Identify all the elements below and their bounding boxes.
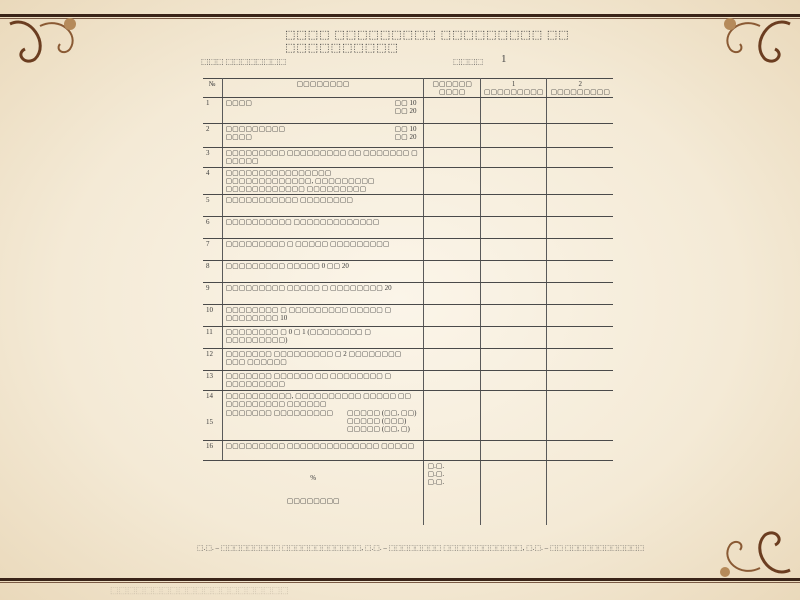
cell-half2 [547, 371, 613, 391]
row-num: 13 [203, 371, 222, 391]
row-criterion: ▢▢▢▢▢▢▢▢▢▢▢ ▢▢▢▢▢▢▢▢ [222, 195, 424, 217]
table-row [203, 305, 613, 327]
row-criterion-left: ▢▢▢▢ [225, 99, 253, 107]
table-row [203, 168, 613, 195]
row-criterion: ▢▢▢▢▢▢▢▢ ▢ 0 ▢ 1 (▢▢▢▢▢▢▢▢ ▢ ▢▢▢▢▢▢▢▢▢) [222, 327, 424, 349]
row-num: 10 [203, 305, 222, 327]
table-row [203, 441, 613, 461]
row-criterion-left2: ▢▢▢▢ [225, 133, 253, 141]
class-value: 1 [501, 53, 507, 65]
table-row [203, 283, 613, 305]
row-criterion-right: ▢▢ 10 [394, 125, 417, 133]
achievement-table [203, 78, 613, 525]
cell-half1 [480, 371, 547, 391]
row-criterion: ▢▢▢▢▢▢▢ ▢▢▢▢▢▢▢▢▢ ▢ 2 ▢▢▢▢▢▢▢▢ ▢▢▢ ▢▢▢▢▢▢ [222, 349, 424, 371]
row-criterion-14: ▢▢▢▢▢▢▢▢▢▢, ▢▢▢▢▢▢▢▢▢▢ ▢▢▢▢▢ ▢▢ ▢▢▢▢▢▢▢▢▢ ▢▢▢▢▢▢ [225, 392, 412, 408]
unit-line: ▢▢▢▢▢ (▢▢, ▢) [347, 425, 410, 433]
row-criterion: ▢▢▢▢▢▢▢ ▢▢▢▢▢▢ ▢▢ ▢▢▢▢▢▢▢▢ ▢ ▢▢▢▢▢▢▢▢▢ [222, 371, 424, 391]
row-criterion: ▢▢▢▢▢▢▢▢▢▢ ▢▢▢▢▢▢▢▢▢▢▢▢▢ [222, 217, 424, 239]
row-num: 1 [203, 98, 222, 124]
row-criterion: ▢▢▢▢▢▢▢▢▢ ▢ ▢▢▢▢▢ ▢▢▢▢▢▢▢▢▢ [222, 239, 424, 261]
row-criterion-15-left: ▢▢▢▢▢▢▢ ▢▢▢▢▢▢▢▢▢ [225, 409, 334, 417]
cell-start [424, 124, 480, 148]
cell-half1 [480, 327, 547, 349]
cell-half2 [547, 148, 613, 168]
summary-level: ▢.▢. [427, 462, 445, 470]
cell-half2 [547, 327, 613, 349]
row-criterion: ▢▢▢▢▢▢▢▢▢ ▢▢▢▢▢ ▢ ▢▢▢▢▢▢▢▢ 20 [222, 283, 424, 305]
cell-half1 [480, 239, 547, 261]
table-row [203, 391, 613, 441]
cell-start [424, 371, 480, 391]
cell-start [424, 349, 480, 371]
unit-line: ▢▢▢▢▢ (▢▢▢) [347, 417, 407, 425]
row-criterion: ▢▢▢▢▢▢▢▢▢▢▢▢▢▢▢▢ ▢▢▢▢▢▢▢▢▢▢▢▢▢, ▢▢▢▢▢▢▢▢▢ ▢▢▢▢▢▢▢▢▢▢▢▢ ▢▢▢▢▢▢▢▢▢ [222, 168, 424, 195]
header-start: ▢▢▢▢▢▢ ▢▢▢▢ [424, 79, 480, 98]
row-criterion-right2: ▢▢ 20 [394, 133, 417, 141]
row-criterion: ▢▢▢▢▢▢▢▢▢ ▢▢▢▢▢▢▢▢▢ ▢▢ ▢▢▢▢▢▢▢ ▢ ▢▢▢▢▢ [222, 148, 424, 168]
row-num: 2 [203, 124, 222, 148]
cell-half1 [480, 195, 547, 217]
row-criterion: ▢▢▢▢▢▢▢▢▢ ▢▢▢▢▢▢▢▢▢▢▢▢▢▢ ▢▢▢▢▢ [222, 441, 424, 461]
cell-half1 [480, 305, 547, 327]
header-num: № [203, 79, 222, 98]
unit-line: ▢▢▢▢▢ (▢▢, ▢▢) [347, 409, 417, 417]
cell-half1 [480, 441, 547, 461]
cell-half2 [547, 168, 613, 195]
row-num: 9 [203, 283, 222, 305]
achievement-sheet [195, 22, 645, 557]
row-num: 7 [203, 239, 222, 261]
row-criterion-right: ▢▢ 10 [394, 99, 417, 107]
row-num-15: 15 [206, 418, 213, 426]
table-header-row [203, 79, 613, 98]
cell-half2 [547, 391, 613, 441]
table-row [203, 124, 613, 148]
cell-start [424, 283, 480, 305]
summary-label: ▢▢▢▢▢▢▢▢ [286, 497, 340, 505]
cell-half1 [480, 148, 547, 168]
cell-half2 [547, 239, 613, 261]
row-criterion [222, 124, 424, 148]
title-prefix: ⬚⬚⬚⬚ ⬚⬚⬚⬚⬚⬚⬚⬚⬚ ⬚⬚⬚⬚⬚⬚⬚⬚⬚ ⬚⬚ [285, 29, 570, 41]
table-row [203, 98, 613, 124]
cell-start [424, 391, 480, 441]
cell-half1 [480, 461, 547, 525]
cell-half1 [480, 261, 547, 283]
row-criterion: ▢▢▢▢▢▢▢▢▢ ▢▢▢▢▢ 0 ▢▢ 20 [222, 261, 424, 283]
cell-half1 [480, 349, 547, 371]
cell-half2 [547, 98, 613, 124]
title-subject: ⬚⬚⬚⬚⬚⬚⬚⬚⬚⬚ [285, 42, 399, 54]
cell-start [424, 239, 480, 261]
row-num: 3 [203, 148, 222, 168]
row-num: 8 [203, 261, 222, 283]
summary-percent: % [310, 474, 317, 482]
cell-half2 [547, 217, 613, 239]
row-num: 12 [203, 349, 222, 371]
class-label: ⬚⬚⬚⬚ [453, 57, 484, 66]
row-num: 6 [203, 217, 222, 239]
summary-row [203, 461, 613, 525]
table-row [203, 261, 613, 283]
cell-half2 [547, 349, 613, 371]
row-num-14: 14 [206, 392, 213, 400]
row-num: 11 [203, 327, 222, 349]
row-criterion-left: ▢▢▢▢▢▢▢▢▢ [225, 125, 286, 133]
cell-half2 [547, 195, 613, 217]
table-row [203, 148, 613, 168]
summary-cell [203, 461, 424, 525]
cell-half1 [480, 168, 547, 195]
row-num: 16 [203, 441, 222, 461]
summary-level: ▢.▢. [427, 470, 445, 478]
row-num [203, 391, 222, 441]
cell-start [424, 305, 480, 327]
cell-half1 [480, 98, 547, 124]
row-criterion [222, 98, 424, 124]
corner-ornament-icon [0, 4, 120, 94]
table-row [203, 327, 613, 349]
corner-ornament-icon [680, 4, 800, 94]
header-half2: 2 ▢▢▢▢▢▢▢▢▢ [547, 79, 613, 98]
cell-half1 [480, 217, 547, 239]
legend-text: ⬚.⬚. – ⬚⬚⬚⬚⬚⬚⬚⬚⬚ ⬚⬚⬚⬚⬚⬚⬚⬚⬚⬚⬚⬚, ⬚.⬚. – ⬚⬚⬚⬚⬚⬚⬚⬚ ⬚⬚⬚⬚⬚⬚⬚⬚⬚⬚⬚⬚, ⬚.⬚. – ⬚⬚ ⬚⬚⬚⬚⬚⬚⬚⬚⬚⬚⬚⬚ [197, 544, 645, 552]
cell-start [424, 98, 480, 124]
corner-ornament-icon [680, 500, 800, 590]
summary-levels [424, 461, 480, 525]
cell-start [424, 195, 480, 217]
page-title [285, 28, 615, 54]
cell-start [424, 441, 480, 461]
row-criterion [222, 391, 424, 441]
cell-half2 [547, 261, 613, 283]
cell-half1 [480, 124, 547, 148]
row-criterion-right2: ▢▢ 20 [394, 107, 417, 115]
table-row [203, 371, 613, 391]
cell-half2 [547, 441, 613, 461]
cell-start [424, 168, 480, 195]
row-criterion-15-units [347, 409, 416, 433]
cell-start [424, 261, 480, 283]
table-row [203, 217, 613, 239]
cell-start [424, 327, 480, 349]
cell-start [424, 217, 480, 239]
cell-half2 [547, 283, 613, 305]
cell-start [424, 148, 480, 168]
cell-half1 [480, 391, 547, 441]
header-half1: 1 ▢▢▢▢▢▢▢▢▢ [480, 79, 547, 98]
student-name-label: ⬚⬚⬚ ⬚⬚⬚⬚⬚⬚⬚⬚ [201, 57, 287, 66]
table-row [203, 239, 613, 261]
cell-half2 [547, 124, 613, 148]
cell-half1 [480, 283, 547, 305]
table-row [203, 195, 613, 217]
header-criterion: ▢▢▢▢▢▢▢▢ [222, 79, 424, 98]
row-criterion: ▢▢▢▢▢▢▢▢ ▢ ▢▢▢▢▢▢▢▢▢ ▢▢▢▢▢ ▢ ▢▢▢▢▢▢▢▢ 10 [222, 305, 424, 327]
summary-level: ▢.▢. [427, 478, 445, 486]
cell-half2 [547, 305, 613, 327]
row-num: 4 [203, 168, 222, 195]
row-num: 5 [203, 195, 222, 217]
cell-half2 [547, 461, 613, 525]
footer-url: ⬚⬚⬚⬚⬚⬚⬚⬚⬚⬚⬚⬚⬚⬚⬚⬚⬚⬚⬚⬚⬚ [110, 585, 289, 595]
table-row [203, 349, 613, 371]
